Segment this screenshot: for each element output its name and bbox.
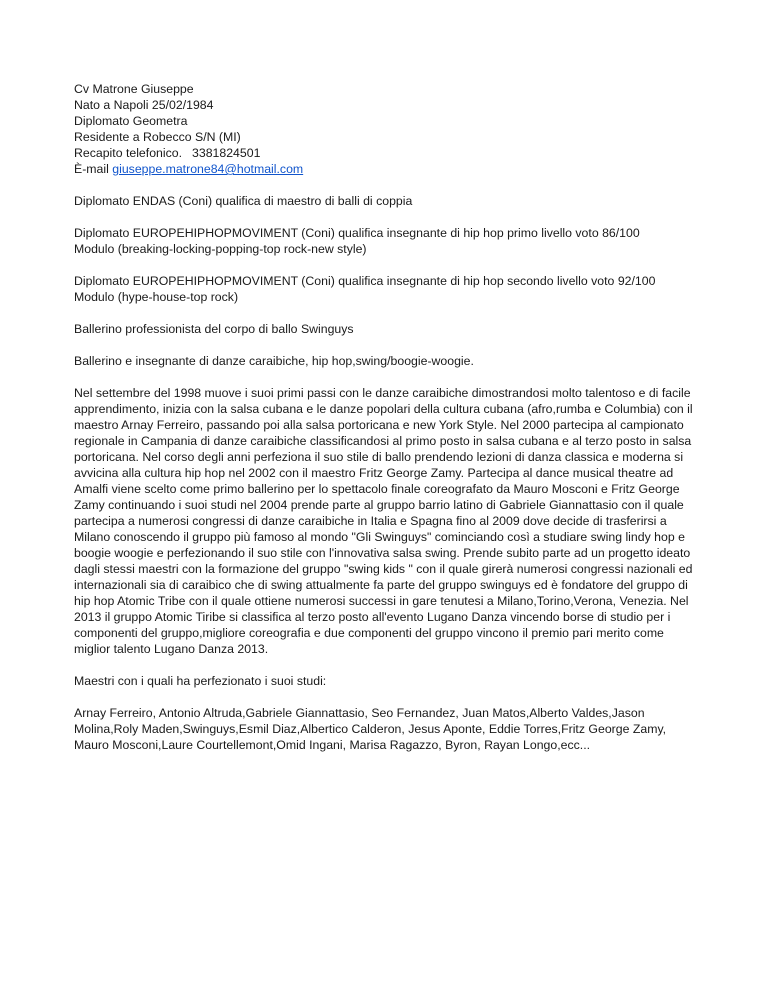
email-link[interactable]: giuseppe.matrone84@hotmail.com [112,162,304,176]
bio-line: dagli stessi maestri con la formazione del gruppo "swing kids " con il quale girerà numerosi congressi nazionali ed [74,562,693,576]
bio-line: internazionali sia di caraibico che di swing attualmente fa parte del gruppo swinguys ed è fondatore del gruppo di [74,578,688,592]
cv-document [74,81,704,769]
biography-paragraph [74,385,704,657]
hiphop-first-level [74,225,704,257]
bio-line: boogie woogie e perfezionando il suo stile con l'innovativa salsa swing. Prende subito parte ad un progetto ideato [74,546,691,560]
teacher-info [74,353,704,369]
bio-line: regionale in Campania di danze caraibiche classificandosi al primo posto in salsa cubana e al terzo posto in salsa [74,434,692,448]
bio-line: Milano conoscendo il gruppo più famoso al mondo "Gli Swinguys" cominciando così a studiare swing lindy hop e [74,530,685,544]
hiphop2-line1: Diplomato EUROPEHIPHOPMOVIMENT (Coni) qualifica insegnante di hip hop secondo livello voto 92/100 [74,274,656,288]
residence-line: Residente a Robecco S/N (MI) [74,130,241,144]
diploma-line: Diplomato Geometra [74,114,188,128]
bio-line: avvicina alla cultura hip hop nel 2002 con il maestro Fritz George Zamy. Partecipa al dance musical theatre ad [74,466,674,480]
bio-line: hip hop Atomic Tribe con il quale ottiene numerosi successi in gare tenutesi a Milano,Torino,Verona, Venezia. Nel [74,594,689,608]
teachers-intro [74,673,704,689]
bio-line: Amalfi viene scelto come primo ballerino per lo spettacolo finale coreografato da Mauro Mosconi e Fritz George [74,482,680,496]
phone-line [74,145,704,161]
teachers-line: Molina,Roly Maden,Swinguys,Esmil Diaz,Albertico Calderon, Jesus Aponte, Eddie Torres,Fritz George Zamy, [74,722,667,736]
bio-line: maestro Arnay Ferreiro, passando poi alla salsa portoricana e new York Style. Nel 2000 partecipa al campionato [74,418,684,432]
hiphop-second-level [74,273,704,305]
bio-line: miglior talento Lugano Danza 2013. [74,642,269,656]
professional-dancer [74,321,704,337]
hiphop1-line1: Diplomato EUROPEHIPHOPMOVIMENT (Coni) qualifica insegnante di hip hop primo livello voto 86/100 [74,226,640,240]
bio-line: 2013 il gruppo Atomic Tiribe si classifica al terzo posto all'evento Lugano Danza vincendo borse di studio per i [74,610,671,624]
professional-line: Ballerino professionista del corpo di ballo Swinguys [74,322,354,336]
bio-line: Zamy continuando i suoi studi nel 2004 prende parte al gruppo barrio latino di Gabriele Giannattasio con il quale [74,498,684,512]
teachers-intro-line: Maestri con i quali ha perfezionato i suoi studi: [74,674,327,688]
email-label: È-mail [74,162,109,176]
teachers-list [74,705,704,753]
phone-number: 3381824501 [192,146,261,160]
bio-line: Nel settembre del 1998 muove i suoi primi passi con le danze caraibiche dimostrandosi molto talentoso e di facile [74,386,691,400]
endas-line: Diplomato ENDAS (Coni) qualifica di maestro di balli di coppia [74,194,413,208]
teachers-line: Arnay Ferreiro, Antonio Altruda,Gabriele Giannattasio, Seo Fernandez, Juan Matos,Alberto Valdes,Jason [74,706,645,720]
phone-label: Recapito telefonico. [74,146,183,160]
teachers-line: Mauro Mosconi,Laure Courtellemont,Omid Ingani, Marisa Ragazzo, Byron, Rayan Longo,ecc... [74,738,591,752]
bio-line: partecipa a numerosi congressi di danze caraibiche in Italia e Spagna fino al 2009 dove decide di trasferirsi a [74,514,667,528]
endas-qualification [74,193,704,209]
bio-line: componenti del gruppo,migliore coreografia e due componenti del gruppo vincono il premio pari merito come [74,626,664,640]
hiphop1-line2: Modulo (breaking-locking-popping-top rock-new style) [74,242,367,256]
bio-line: portoricana. Nel corso degli anni perfeziona il suo stile di ballo prendendo lezioni di danza classica e moderna si [74,450,684,464]
cv-name-line: Cv Matrone Giuseppe [74,82,194,96]
bio-line: apprendimento, inizia con la salsa cubana e le danze popolari della cultura cubana (afro,rumba e Columbia) con il [74,402,693,416]
teacher-line: Ballerino e insegnante di danze caraibiche, hip hop,swing/boogie-woogie. [74,354,474,368]
hiphop2-line2: Modulo (hype-house-top rock) [74,290,239,304]
email-line [74,161,704,177]
birth-line: Nato a Napoli 25/02/1984 [74,98,214,112]
personal-info-block [74,81,704,177]
